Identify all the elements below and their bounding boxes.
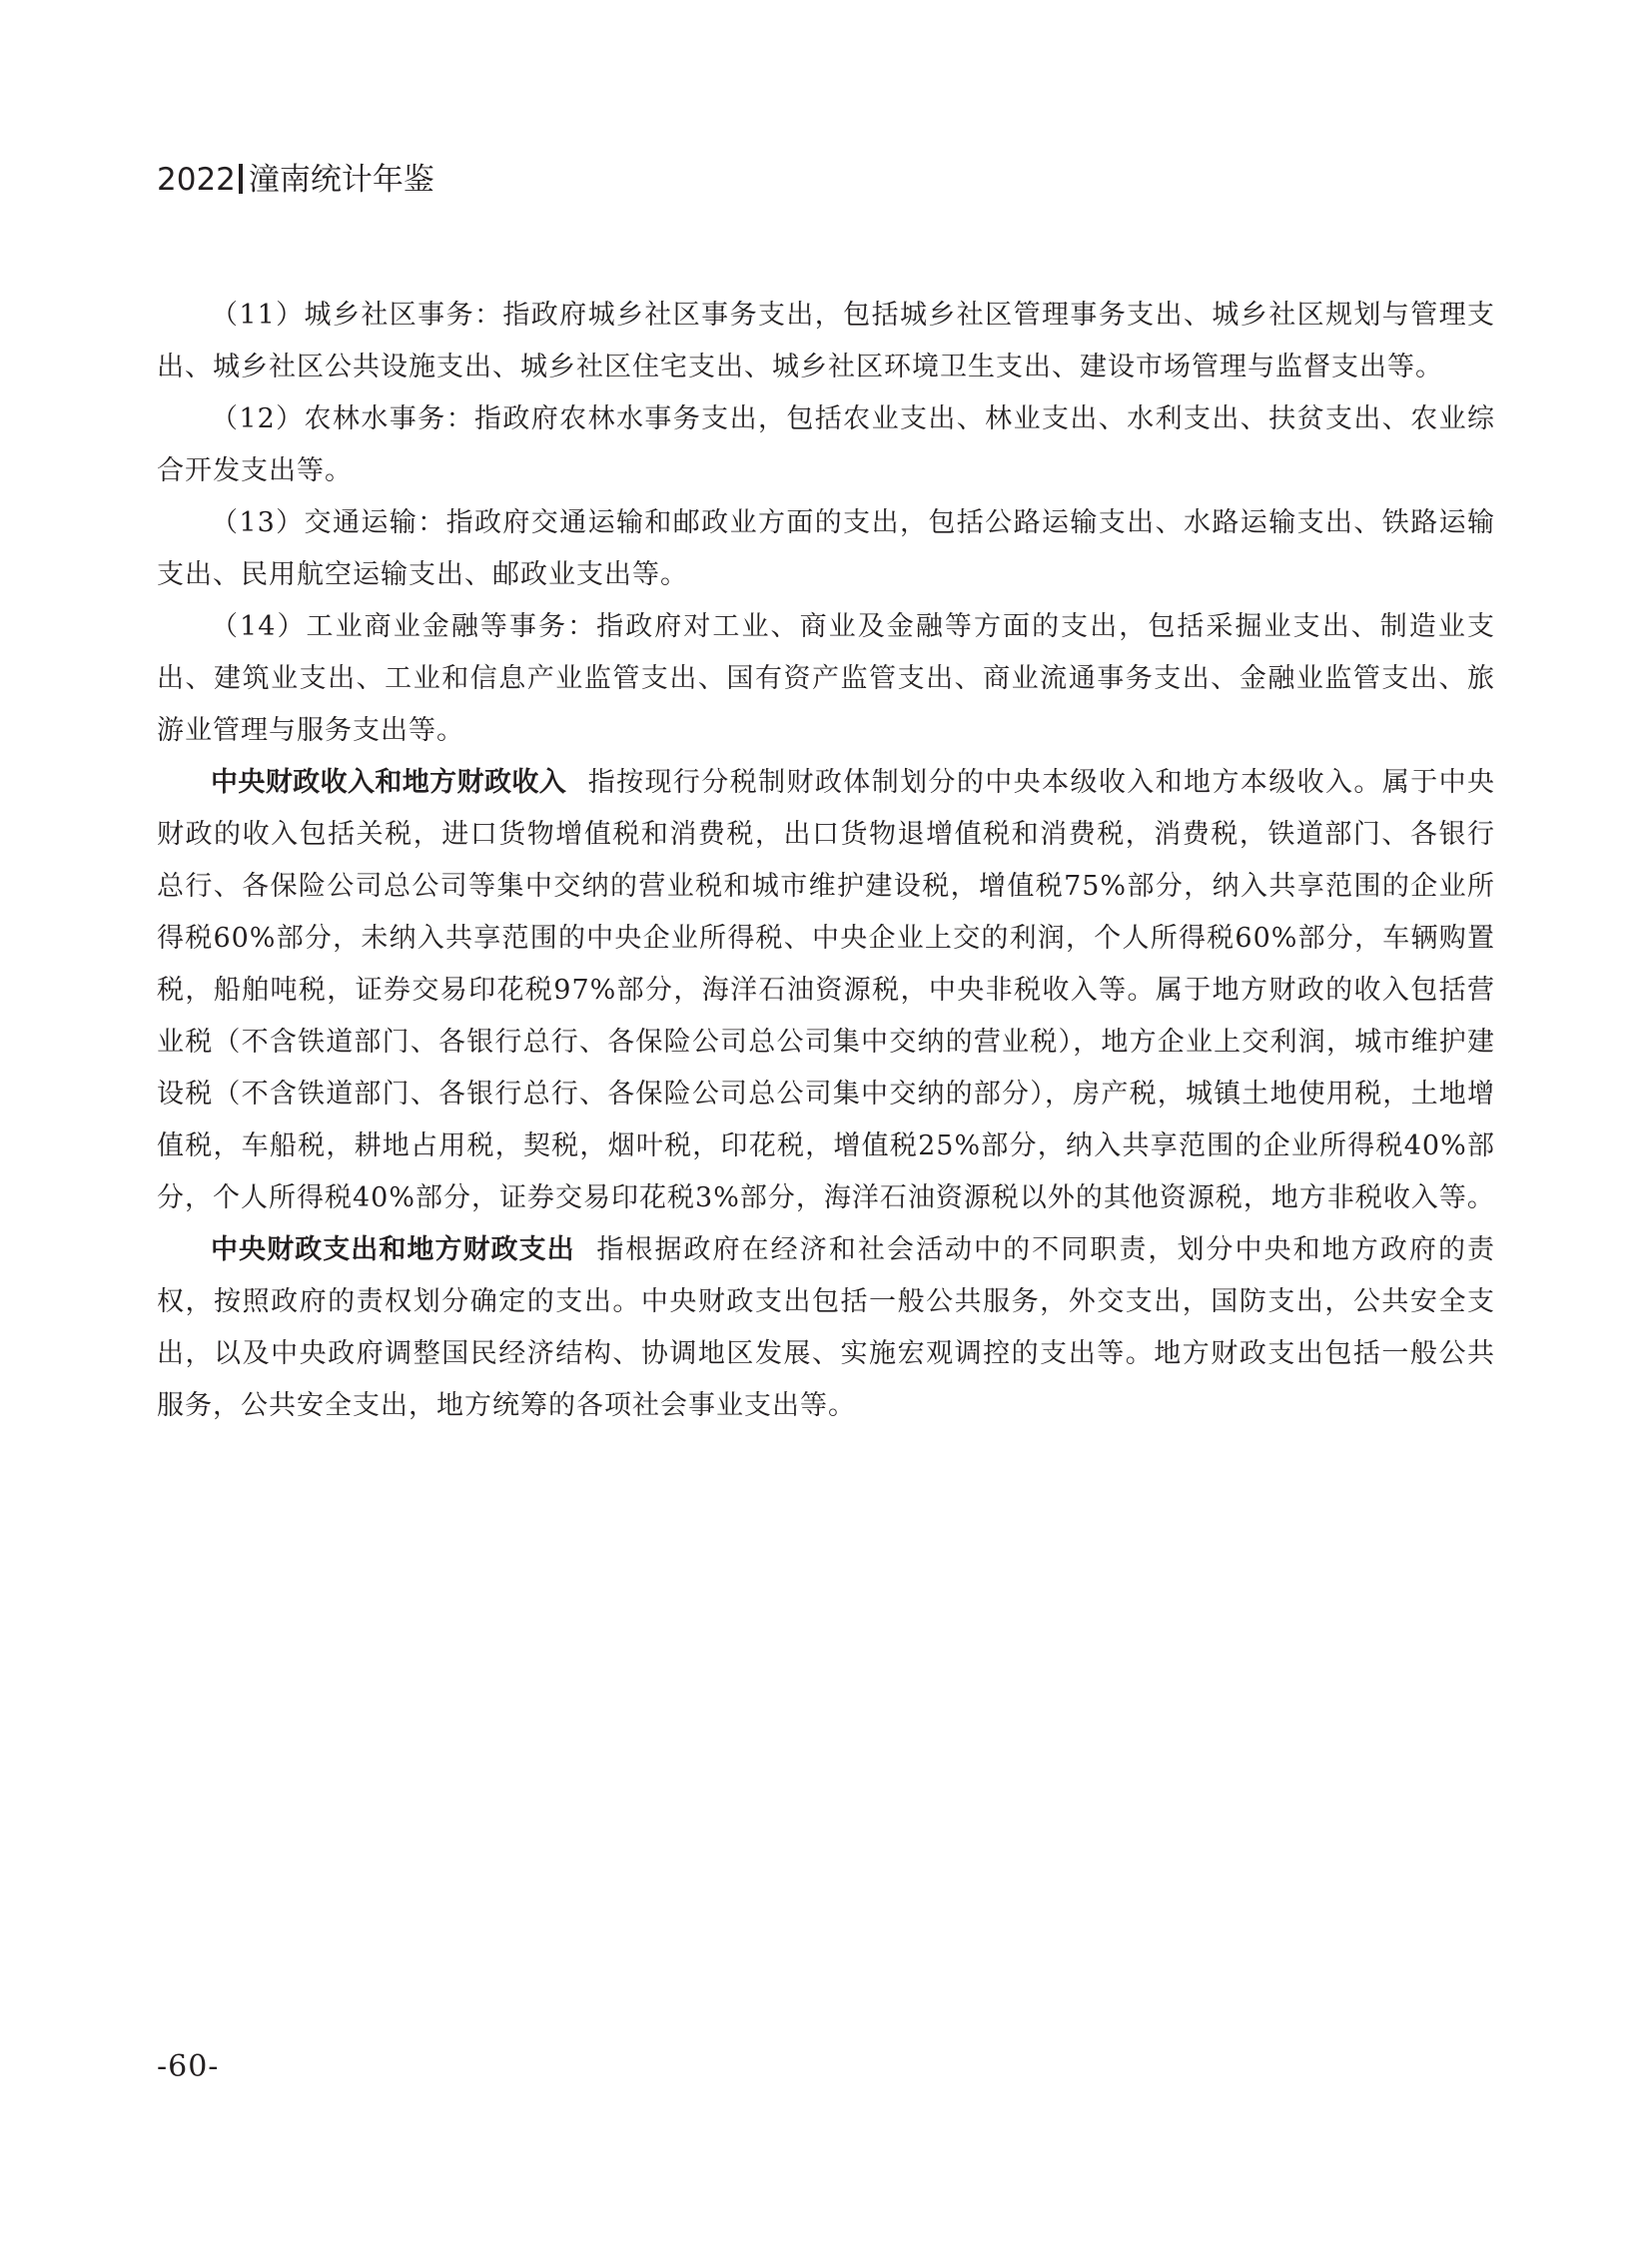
paragraph-text: （14）工业商业金融等事务：指政府对工业、商业及金融等方面的支出，包括采掘业支出、制造业支出、建筑业支出、工业和信息产业监管支出、国有资产监管支出、商业流通事务支出、金融业监管支出、旅游业管理与服务支出等。 — [157, 611, 1495, 746]
paragraph-12-agriculture-forestry-water — [157, 393, 1495, 497]
glossary-term: 中央财政支出和地方财政支出 — [211, 1234, 575, 1265]
header-year: 2022 — [157, 162, 236, 198]
page-number: -60- — [157, 2049, 220, 2084]
paragraph-text: （11）城乡社区事务：指政府城乡社区事务支出，包括城乡社区管理事务支出、城乡社区规划与管理支出、城乡社区公共设施支出、城乡社区住宅支出、城乡社区环境卫生支出、建设市场管理与监督支出等。 — [157, 300, 1495, 382]
paragraph-14-industry-commerce-finance — [157, 601, 1495, 757]
header-separator — [239, 164, 243, 194]
glossary-term: 中央财政收入和地方财政收入 — [211, 767, 567, 798]
paragraph-11-urban-rural-community — [157, 290, 1495, 393]
paragraph-text: 指根据政府在经济和社会活动中的不同职责，划分中央和地方政府的责权，按照政府的责权划分确定的支出。中央财政支出包括一般公共服务，外交支出，国防支出，公共安全支出，以及中央政府调整国民经济结构、协调地区发展、实施宏观调控的支出等。地方财政支出包括一般公共服务，公共安全支出，地方统筹的各项社会事业支出等。 — [157, 1234, 1496, 1421]
paragraph-central-local-revenue — [157, 757, 1495, 1224]
paragraph-13-transportation — [157, 497, 1495, 601]
paragraph-text: （13）交通运输：指政府交通运输和邮政业方面的支出，包括公路运输支出、水路运输支出、铁路运输支出、民用航空运输支出、邮政业支出等。 — [157, 507, 1495, 590]
paragraph-central-local-expenditure — [157, 1224, 1495, 1432]
running-header — [157, 160, 434, 200]
paragraph-text: 指按现行分税制财政体制划分的中央本级收入和地方本级收入。属于中央财政的收入包括关税，进口货物增值税和消费税，出口货物退增值税和消费税，消费税，铁道部门、各银行总行、各保险公司总公司等集中交纳的营业税和城市维护建设税，增值税75%部分，纳入共享范围的企业所得税60%部分，未纳入共享范围的中央企业所得税、中央企业上交的利润，个人所得税60%部分，车辆购置税，船舶吨税，证券交易印花税97%部分，海洋石油资源税，中央非税收入等。属于地方财政的收入包括营业税（不含铁道部门、各银行总行、各保险公司总公司集中交纳的营业税），地方企业上交利润，城市维护建设税（不含铁道部门、各银行总行、各保险公司总公司集中交纳的部分），房产税，城镇土地使用税，土地增值税，车船税，耕地占用税，契税，烟叶税，印花税，增值税25%部分，纳入共享范围的企业所得税40%部分，个人所得税40%部分，证券交易印花税3%部分，海洋石油资源税以外的其他资源税，地方非税收入等。 — [157, 767, 1496, 1213]
body-text — [157, 290, 1495, 1432]
header-title: 潼南统计年鉴 — [248, 162, 434, 198]
paragraph-text: （12）农林水事务：指政府农林水事务支出，包括农业支出、林业支出、水利支出、扶贫支出、农业综合开发支出等。 — [157, 403, 1495, 486]
